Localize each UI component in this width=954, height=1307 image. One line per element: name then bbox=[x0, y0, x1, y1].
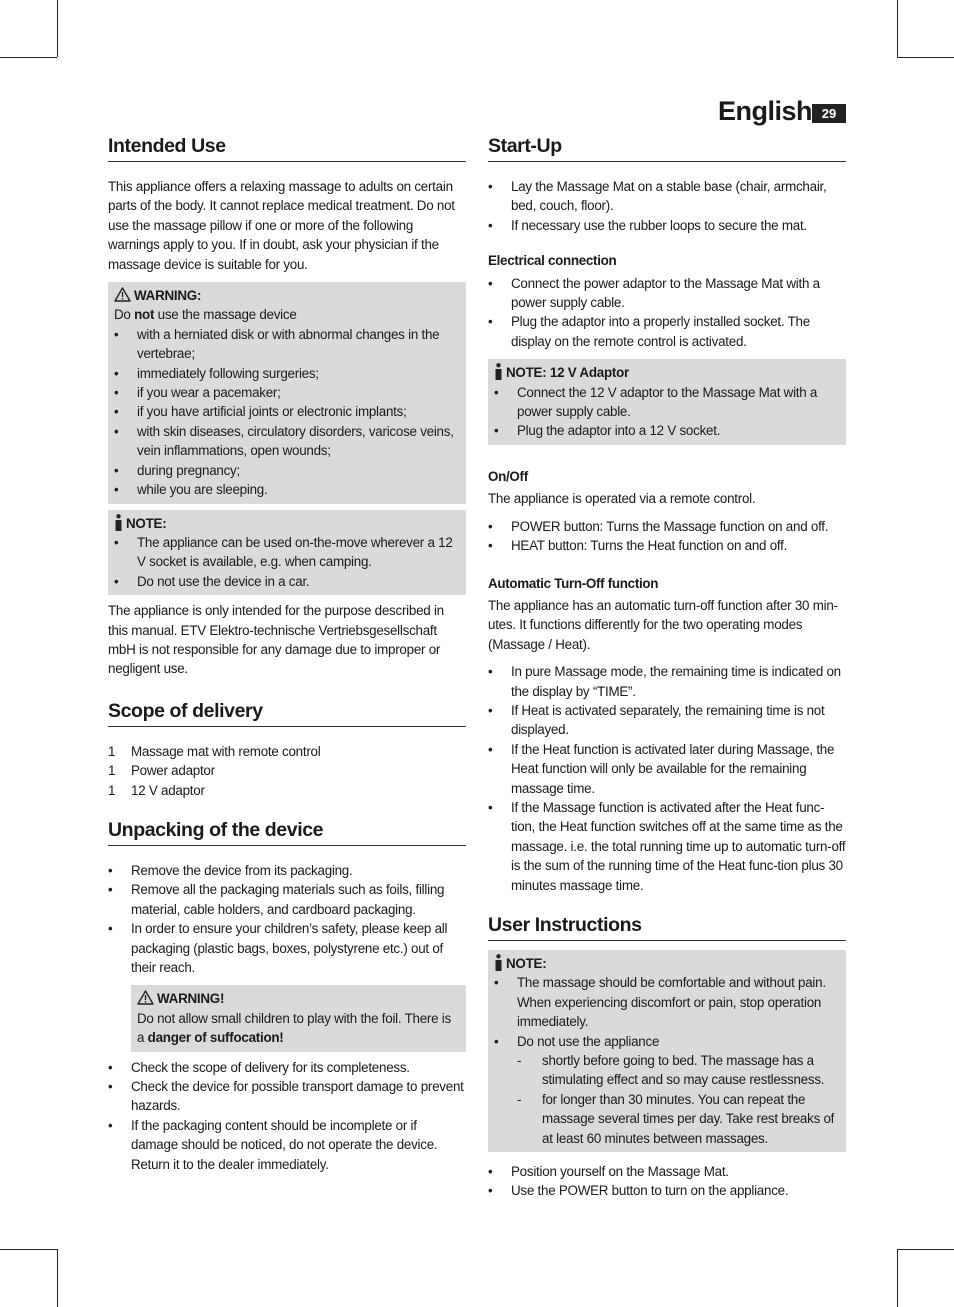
bullet: • bbox=[108, 1059, 113, 1075]
list-item bbox=[108, 781, 466, 800]
bullet: • bbox=[114, 462, 119, 478]
list-item-text: In order to ensure your children’s safety, please keep all packaging (plastic bags, boxes, polystyrene etc.) out of their reach. bbox=[131, 921, 448, 975]
unpacking-heading: Unpacking of the device bbox=[108, 818, 466, 846]
list-item-text: Connect the 12 V adaptor to the Massage Mat with a power supply cable. bbox=[517, 384, 818, 420]
warning-title-text: WARNING: bbox=[134, 288, 202, 304]
warning-triangle-icon bbox=[137, 990, 154, 1005]
list-item bbox=[114, 572, 460, 591]
list-item-text: if you have artificial joints or electronic implants; bbox=[137, 404, 407, 420]
warning-lead-bold: not bbox=[134, 307, 155, 323]
scope-section bbox=[108, 699, 466, 800]
info-icon bbox=[494, 363, 503, 380]
electrical-section bbox=[488, 251, 846, 351]
warning-triangle-icon bbox=[114, 287, 131, 302]
bullet: • bbox=[494, 384, 499, 400]
warning-title bbox=[114, 286, 460, 305]
quantity: 1 bbox=[108, 763, 116, 779]
list-item-text: immediately following surgeries; bbox=[137, 365, 319, 381]
page-language-heading: English bbox=[718, 96, 813, 126]
list-item bbox=[114, 383, 460, 402]
note-title-text: NOTE: bbox=[126, 515, 167, 531]
bullet: • bbox=[494, 423, 499, 439]
list-item bbox=[488, 274, 846, 313]
note-title-text: NOTE: bbox=[506, 956, 547, 971]
intended-use-intro: This appliance offers a relaxing massage to adults on certain parts of the body. It cannot replace medical treatment. Do not use the massage pillow if one or more of the following warnings apply to you. If in doubt, ask your physician if the massage device is suitable for you. bbox=[108, 179, 455, 272]
list-item bbox=[494, 973, 840, 1031]
note-title bbox=[114, 514, 460, 533]
list-item bbox=[114, 325, 460, 364]
bullet: • bbox=[488, 518, 493, 534]
bullet: • bbox=[108, 1117, 113, 1133]
dash: - bbox=[517, 1091, 522, 1107]
crop-mark bbox=[0, 1249, 57, 1250]
bullet: • bbox=[488, 741, 493, 757]
list-item bbox=[488, 740, 846, 798]
list-item-text: If necessary use the rubber loops to secure the mat. bbox=[511, 217, 807, 233]
list-item bbox=[108, 861, 466, 880]
list-item-text: Check the scope of delivery for its completeness. bbox=[131, 1059, 410, 1075]
list-item bbox=[488, 517, 846, 536]
user-note-box bbox=[488, 950, 846, 1152]
list-item-text: Massage mat with remote control bbox=[131, 743, 321, 759]
list-item-text: during pregnancy; bbox=[137, 462, 240, 478]
list-item bbox=[108, 1116, 466, 1174]
bullet: • bbox=[488, 664, 493, 680]
bullet: • bbox=[108, 882, 113, 898]
onoff-list bbox=[488, 517, 846, 556]
list-item bbox=[488, 216, 846, 235]
crop-mark bbox=[897, 1249, 898, 1307]
intended-use-outro: The appliance is only intended for the purpose described in this manual. ETV Elektro-technische Vertriebsgesellschaft mbH is not responsible for any damage due to improper or negligent use. bbox=[108, 603, 444, 677]
list-item bbox=[488, 1181, 846, 1200]
list-item-text: Do not use the appliance bbox=[517, 1033, 660, 1049]
list-item bbox=[488, 798, 846, 895]
intended-use-heading: Intended Use bbox=[108, 134, 466, 162]
list-item-text: Plug the adaptor into a 12 V socket. bbox=[517, 423, 721, 439]
list-item-text: 12 V adaptor bbox=[131, 782, 205, 798]
list-item-text: Do not use the device in a car. bbox=[137, 573, 310, 589]
list-item bbox=[494, 1032, 840, 1148]
list-item-text: Power adaptor bbox=[131, 763, 215, 779]
list-item bbox=[114, 422, 460, 461]
user-instructions-list bbox=[488, 1162, 846, 1201]
list-item-text: HEAT button: Turns the Heat function on and off. bbox=[511, 538, 788, 554]
page-number: 29 bbox=[812, 104, 846, 123]
bullet: • bbox=[494, 1033, 499, 1049]
startup-list bbox=[488, 177, 846, 235]
list-item-text: The massage should be comfortable and without pain. When experiencing discomfort or pain, stop operation immediately. bbox=[517, 975, 826, 1030]
note-title bbox=[494, 954, 840, 973]
scope-list bbox=[108, 742, 466, 800]
list-item-text: If the Massage function is activated after the Heat func-tion, the Heat function switches off at the same time as the massage. i.e. the total running time up to automatic turn-off is the sum of the running time of the Heat func-tion plus 30 minutes massage time. bbox=[511, 799, 846, 893]
bullet: • bbox=[488, 702, 493, 718]
list-item-text: Use the POWER button to turn on the appliance. bbox=[511, 1183, 789, 1199]
note-12v-box bbox=[488, 359, 846, 445]
list-item bbox=[108, 742, 466, 761]
electrical-list bbox=[488, 274, 846, 352]
crop-mark bbox=[57, 1249, 58, 1307]
bullet: • bbox=[108, 1079, 113, 1095]
bullet: • bbox=[114, 385, 119, 401]
note-12v-list bbox=[494, 383, 840, 441]
sub-list-item bbox=[517, 1051, 840, 1090]
right-column bbox=[488, 134, 846, 1209]
bullet: • bbox=[488, 1183, 493, 1199]
list-item bbox=[114, 461, 460, 480]
list-item bbox=[488, 701, 846, 740]
onoff-heading: On/Off bbox=[488, 468, 528, 484]
unpacking-list-2 bbox=[108, 1058, 466, 1174]
user-note-list bbox=[494, 973, 840, 1148]
list-item-text: If Heat is activated separately, the remaining time is not displayed. bbox=[511, 702, 825, 738]
warning-text bbox=[137, 1009, 460, 1048]
autooff-text: The appliance has an automatic turn-off function after 30 min-utes. It functions differently for the two operating modes (Massage / Heat). bbox=[488, 597, 838, 652]
onoff-text: The appliance is operated via a remote control. bbox=[488, 491, 756, 507]
quantity: 1 bbox=[108, 782, 116, 798]
unpacking-section bbox=[108, 818, 466, 1174]
warning-lead bbox=[114, 305, 460, 324]
bullet: • bbox=[108, 862, 113, 878]
list-item bbox=[108, 761, 466, 780]
list-item bbox=[108, 880, 466, 919]
crop-mark bbox=[897, 57, 954, 58]
note-title-text: NOTE: 12 V Adaptor bbox=[506, 365, 629, 381]
electrical-heading: Electrical connection bbox=[488, 253, 617, 269]
crop-mark bbox=[0, 57, 57, 58]
list-item-text: with skin diseases, circulatory disorders, varicose veins, vein inflammations, open wounds; bbox=[137, 423, 454, 459]
left-column bbox=[108, 134, 466, 1182]
warning-text-bold: danger of suffocation! bbox=[147, 1030, 284, 1046]
list-item-text: Remove all the packaging materials such as foils, filling material, cable holders, and cardboard packaging. bbox=[131, 882, 445, 917]
list-item bbox=[114, 364, 460, 383]
list-item bbox=[488, 536, 846, 555]
list-item bbox=[494, 383, 840, 422]
warning-lead-text: use the massage device bbox=[154, 307, 297, 323]
user-note-sublist bbox=[517, 1051, 840, 1148]
bullet: • bbox=[494, 975, 499, 991]
quantity: 1 bbox=[108, 743, 116, 759]
list-item-text: The appliance can be used on-the-move wherever a 12 V socket is available, e.g. when camping. bbox=[137, 534, 453, 570]
info-icon bbox=[494, 954, 503, 971]
user-instructions-heading: User Instructions bbox=[488, 913, 846, 941]
list-item bbox=[488, 662, 846, 701]
bullet: • bbox=[488, 179, 493, 194]
list-item-text: Plug the adaptor into a properly installed socket. The display on the remote control is activated. bbox=[511, 314, 810, 349]
bullet: • bbox=[108, 921, 113, 937]
list-item bbox=[488, 177, 846, 216]
warning-list bbox=[114, 325, 460, 500]
bullet: • bbox=[488, 275, 493, 291]
bullet: • bbox=[488, 799, 493, 815]
onoff-section bbox=[488, 467, 846, 556]
list-item-text: Check the device for possible transport damage to prevent hazards. bbox=[131, 1079, 464, 1114]
warning-lead-text: Do bbox=[114, 307, 135, 323]
bullet: • bbox=[114, 365, 119, 381]
list-item-text: for longer than 30 minutes. You can repeat the massage several times per day. Take rest breaks of at least 60 minutes between massages. bbox=[542, 1091, 835, 1146]
list-item bbox=[108, 919, 466, 977]
list-item bbox=[108, 1058, 466, 1077]
bullet: • bbox=[114, 404, 119, 420]
warning-title-text: WARNING! bbox=[157, 991, 225, 1007]
note-box bbox=[108, 510, 466, 596]
bullet: • bbox=[114, 482, 119, 498]
list-item bbox=[114, 402, 460, 421]
bullet: • bbox=[114, 534, 119, 550]
list-item-text: with a herniated disk or with abnormal changes in the vertebrae; bbox=[137, 326, 440, 362]
list-item bbox=[494, 421, 840, 440]
unpacking-list bbox=[108, 861, 466, 977]
list-item bbox=[114, 480, 460, 499]
list-item bbox=[488, 1162, 846, 1181]
warning-box bbox=[108, 282, 466, 503]
list-item-text: Remove the device from its packaging. bbox=[131, 862, 353, 878]
list-item-text: Lay the Massage Mat on a stable base (chair, armchair, bed, couch, floor). bbox=[511, 179, 827, 214]
autooff-list bbox=[488, 662, 846, 895]
list-item-text: In pure Massage mode, the remaining time is indicated on the display by “TIME”. bbox=[511, 664, 841, 699]
bullet: • bbox=[488, 538, 493, 554]
info-icon bbox=[114, 514, 123, 531]
list-item bbox=[114, 533, 460, 572]
crop-mark bbox=[897, 1249, 954, 1250]
startup-heading: Start-Up bbox=[488, 134, 846, 162]
dash: - bbox=[517, 1053, 522, 1069]
warning-text-part: Do not allow small children to play with the foil. There is a bbox=[137, 1010, 451, 1046]
bullet: • bbox=[114, 573, 119, 589]
crop-mark bbox=[57, 0, 58, 57]
list-item-text: POWER button: Turns the Massage function on and off. bbox=[511, 518, 829, 534]
list-item-text: shortly before going to bed. The massage has a stimulating effect and so may cause restlessness. bbox=[542, 1053, 825, 1088]
crop-mark bbox=[897, 0, 898, 57]
list-item-text: if you wear a pacemaker; bbox=[137, 385, 281, 401]
bullet: • bbox=[114, 423, 119, 439]
list-item bbox=[488, 312, 846, 351]
bullet: • bbox=[488, 217, 493, 233]
warning-title bbox=[137, 989, 460, 1008]
scope-heading: Scope of delivery bbox=[108, 699, 466, 727]
sub-list-item bbox=[517, 1090, 840, 1148]
list-item bbox=[108, 1077, 466, 1116]
bullet: • bbox=[114, 326, 119, 342]
list-item-text: Position yourself on the Massage Mat. bbox=[511, 1164, 729, 1180]
bullet: • bbox=[488, 1164, 493, 1180]
bullet: • bbox=[488, 314, 493, 330]
list-item-text: If the Heat function is activated later during Massage, the Heat function will only be available for the remaining massage time. bbox=[511, 741, 835, 796]
note-list bbox=[114, 533, 460, 591]
note-title bbox=[494, 363, 840, 382]
user-instructions-section bbox=[488, 913, 846, 1201]
suffocation-warning-box bbox=[131, 985, 466, 1051]
list-item-text: If the packaging content should be incomplete or if damage should be noticed, do not operate the device. Return it to the dealer immediately. bbox=[131, 1117, 438, 1172]
list-item-text: Connect the power adaptor to the Massage Mat with a power supply cable. bbox=[511, 275, 820, 311]
autooff-section bbox=[488, 574, 846, 896]
list-item-text: while you are sleeping. bbox=[137, 482, 268, 498]
autooff-heading: Automatic Turn-Off function bbox=[488, 575, 659, 591]
